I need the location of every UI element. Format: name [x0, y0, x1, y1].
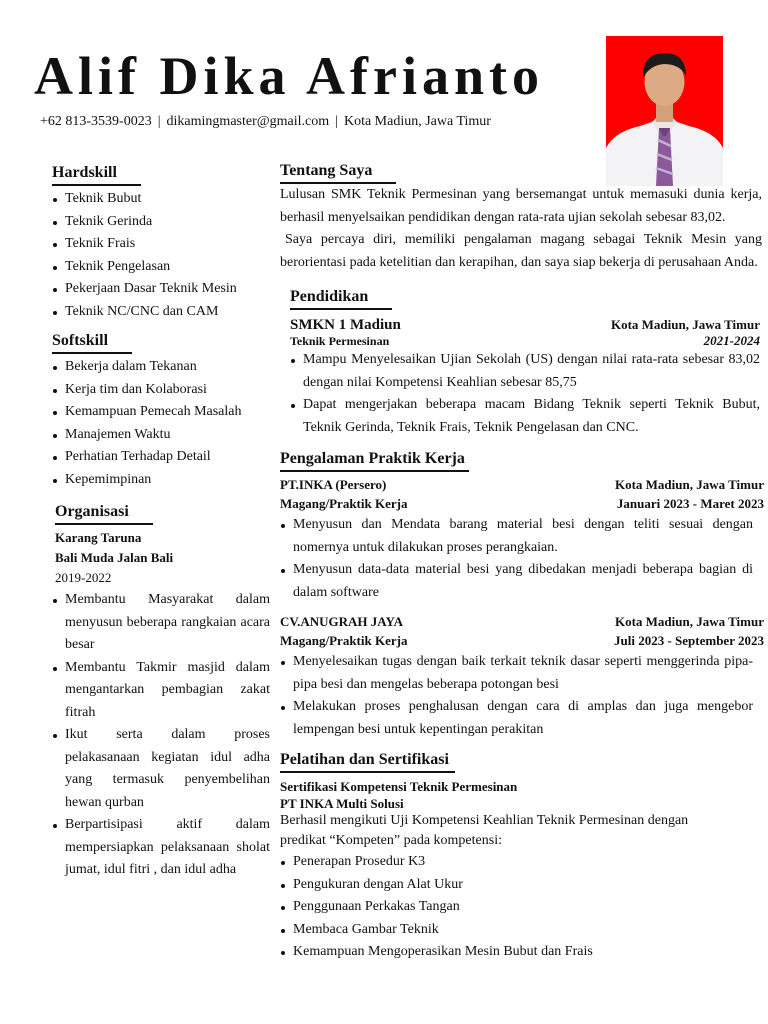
job-duty: Melakukan proses penghalusan dengan cara di amplas dan juga mengebor lempengan besi untuk kepentingan perakitan — [280, 696, 753, 741]
pendidikan-item: Dapat mengerjakan beberapa macam Bidang Teknik seperti Teknik Bubut, Teknik Gerinda, Teknik Frais, Teknik Pengelasan dan CNC. — [290, 394, 760, 439]
softskill-item: Bekerja dalam Tekanan — [52, 356, 278, 379]
job-duties — [280, 514, 764, 604]
cert-description: Berhasil mengikuti Uji Kompetensi Keahlian Teknik Permesinan dengan predikat “Kompeten” pada kompetensi: — [280, 813, 689, 848]
job-location: Kota Madiun, Jawa Timur — [614, 477, 764, 492]
job-entry — [280, 612, 764, 741]
job-company: PT.INKA (Persero) — [280, 477, 387, 492]
tentang-paragraph-1: Lulusan SMK Teknik Permesinan yang bersemangat untuk memasuki dunia kerja, berhasil menyelsaikan pendidikan dengan rata-rata ujian sekolah sebesar 83,02. — [280, 187, 762, 225]
pelatihan-section — [280, 749, 764, 964]
job-duties — [280, 651, 764, 741]
home-location: Kota Madiun, Jawa Timur — [343, 114, 491, 129]
job-duty: Menyusun dan Mendata barang material besi dengan teliti sesuai dengan nomernya untuk dilakukan proses perangkaian. — [280, 514, 753, 559]
school-row — [290, 316, 760, 334]
organisasi-section — [52, 501, 270, 882]
job-duty: Menyusun data-data material besi yang dibedakan menjadi beberapa bagian di dalam software — [280, 559, 753, 604]
org-activity: Ikut serta dalam proses pelakasanaan kegiatan idul adha yang termasuk penyembelihan hewan qurban — [52, 724, 270, 814]
tentang-title: Tentang Saya — [280, 160, 396, 184]
right-column — [280, 160, 764, 964]
job-location: Kota Madiun, Jawa Timur — [614, 614, 764, 629]
hardskill-item: Teknik NC/CNC dan CAM — [52, 301, 278, 324]
left-column — [52, 162, 278, 882]
job-entry — [280, 475, 764, 604]
softskill-item: Kepemimpinan — [52, 469, 278, 492]
org-activity: Membantu Takmir masjid dalam mengantarkan pembagian zakat fitrah — [52, 657, 270, 725]
job-period: Juli 2023 - September 2023 — [614, 633, 764, 648]
pengalaman-title: Pengalaman Praktik Kerja — [280, 448, 469, 472]
competency-list — [280, 851, 764, 964]
hardskill-list — [52, 188, 278, 323]
hardskill-title: Hardskill — [52, 162, 141, 186]
hardskill-item: Teknik Frais — [52, 233, 278, 256]
school-major: Teknik Permesinan — [290, 334, 390, 348]
school-period: 2021-2024 — [703, 333, 760, 348]
softskill-section — [52, 330, 278, 491]
org-name: Karang Taruna — [55, 530, 142, 545]
job-role: Magang/Praktik Kerja — [280, 633, 408, 648]
job-role-row — [280, 631, 764, 650]
cert-name: Sertifikasi Kompetensi Teknik Permesinan — [280, 779, 518, 794]
softskill-title: Softskill — [52, 330, 132, 354]
pendidikan-list — [290, 349, 760, 439]
job-role-row — [280, 494, 764, 513]
hardskill-item: Teknik Gerinda — [52, 211, 278, 234]
softskill-item: Kerja tim dan Kolaborasi — [52, 379, 278, 402]
competency-item: Membaca Gambar Teknik — [280, 919, 764, 942]
hardskill-item: Teknik Pengelasan — [52, 256, 278, 279]
org-activity: Membantu Masyarakat dalam menyusun beberapa rangkaian acara besar — [52, 589, 270, 657]
hardskill-item: Pekerjaan Dasar Teknik Mesin — [52, 278, 249, 301]
competency-item: Penerapan Prosedur K3 — [280, 851, 764, 874]
hardskill-item: Teknik Bubut — [52, 188, 278, 211]
competency-item: Kemampuan Mengoperasikan Mesin Bubut dan Frais — [280, 941, 764, 964]
job-company-row — [280, 475, 764, 494]
job-company: CV.ANUGRAH JAYA — [280, 614, 404, 629]
job-role: Magang/Praktik Kerja — [280, 496, 408, 511]
separator: | — [157, 114, 161, 129]
org-period: 2019-2022 — [55, 570, 112, 585]
organisasi-list — [52, 589, 270, 882]
softskill-list — [52, 356, 278, 491]
softskill-item: Perhatian Terhadap Detail — [52, 446, 278, 469]
tentang-paragraph-2: Saya percaya diri, memiliki pengalaman magang sebagai Teknik Mesin yang berorientasi pada ketelitian dan kerapihan, dan saya siap bekerja di perusahaan Anda. — [280, 232, 762, 270]
pengalaman-section — [280, 448, 764, 741]
organisasi-title: Organisasi — [55, 501, 153, 525]
org-name-line-2: Bali Muda Jalan Bali — [55, 550, 174, 565]
org-activity: Berpartisipasi aktif dalam mempersiapkan pelaksanaan sholat jumat, idul fitri , dan idul adha — [52, 814, 270, 882]
job-period: Januari 2023 - Maret 2023 — [616, 496, 764, 511]
contact-line — [40, 113, 491, 131]
competency-item: Penggunaan Perkakas Tangan — [280, 896, 764, 919]
softskill-item: Manajemen Waktu — [52, 424, 278, 447]
hardskill-section — [52, 162, 278, 323]
major-row — [290, 334, 760, 348]
email-address: dikamingmaster@gmail.com — [166, 114, 330, 129]
softskill-item: Kemampuan Pemecah Masalah — [52, 401, 278, 424]
separator: | — [335, 114, 338, 129]
school-name: SMKN 1 Madiun — [290, 317, 401, 333]
pelatihan-title: Pelatihan dan Sertifikasi — [280, 749, 455, 773]
cert-issuer: PT INKA Multi Solusi — [280, 796, 404, 811]
full-name: Alif Dika Afrianto — [34, 46, 545, 106]
pendidikan-item: Mampu Menyelesaikan Ujian Sekolah (US) dengan nilai rata-rata sebesar 83,02 dengan nilai Kompetensi Keahlian sebesar 85,75 — [290, 349, 760, 394]
pendidikan-section — [290, 286, 760, 439]
phone-number: +62 813-3539-0023 — [40, 114, 152, 129]
competency-item: Pengukuran dengan Alat Ukur — [280, 874, 764, 897]
tentang-section — [280, 160, 762, 274]
job-duty: Menyelesaikan tugas dengan baik terkait teknik dasar seperti menggerinda pipa-pipa besi dan mengelas beberapa potongan besi — [280, 651, 753, 696]
pendidikan-title: Pendidikan — [290, 286, 392, 310]
job-company-row — [280, 612, 764, 631]
school-location: Kota Madiun, Jawa Timur — [610, 317, 760, 332]
